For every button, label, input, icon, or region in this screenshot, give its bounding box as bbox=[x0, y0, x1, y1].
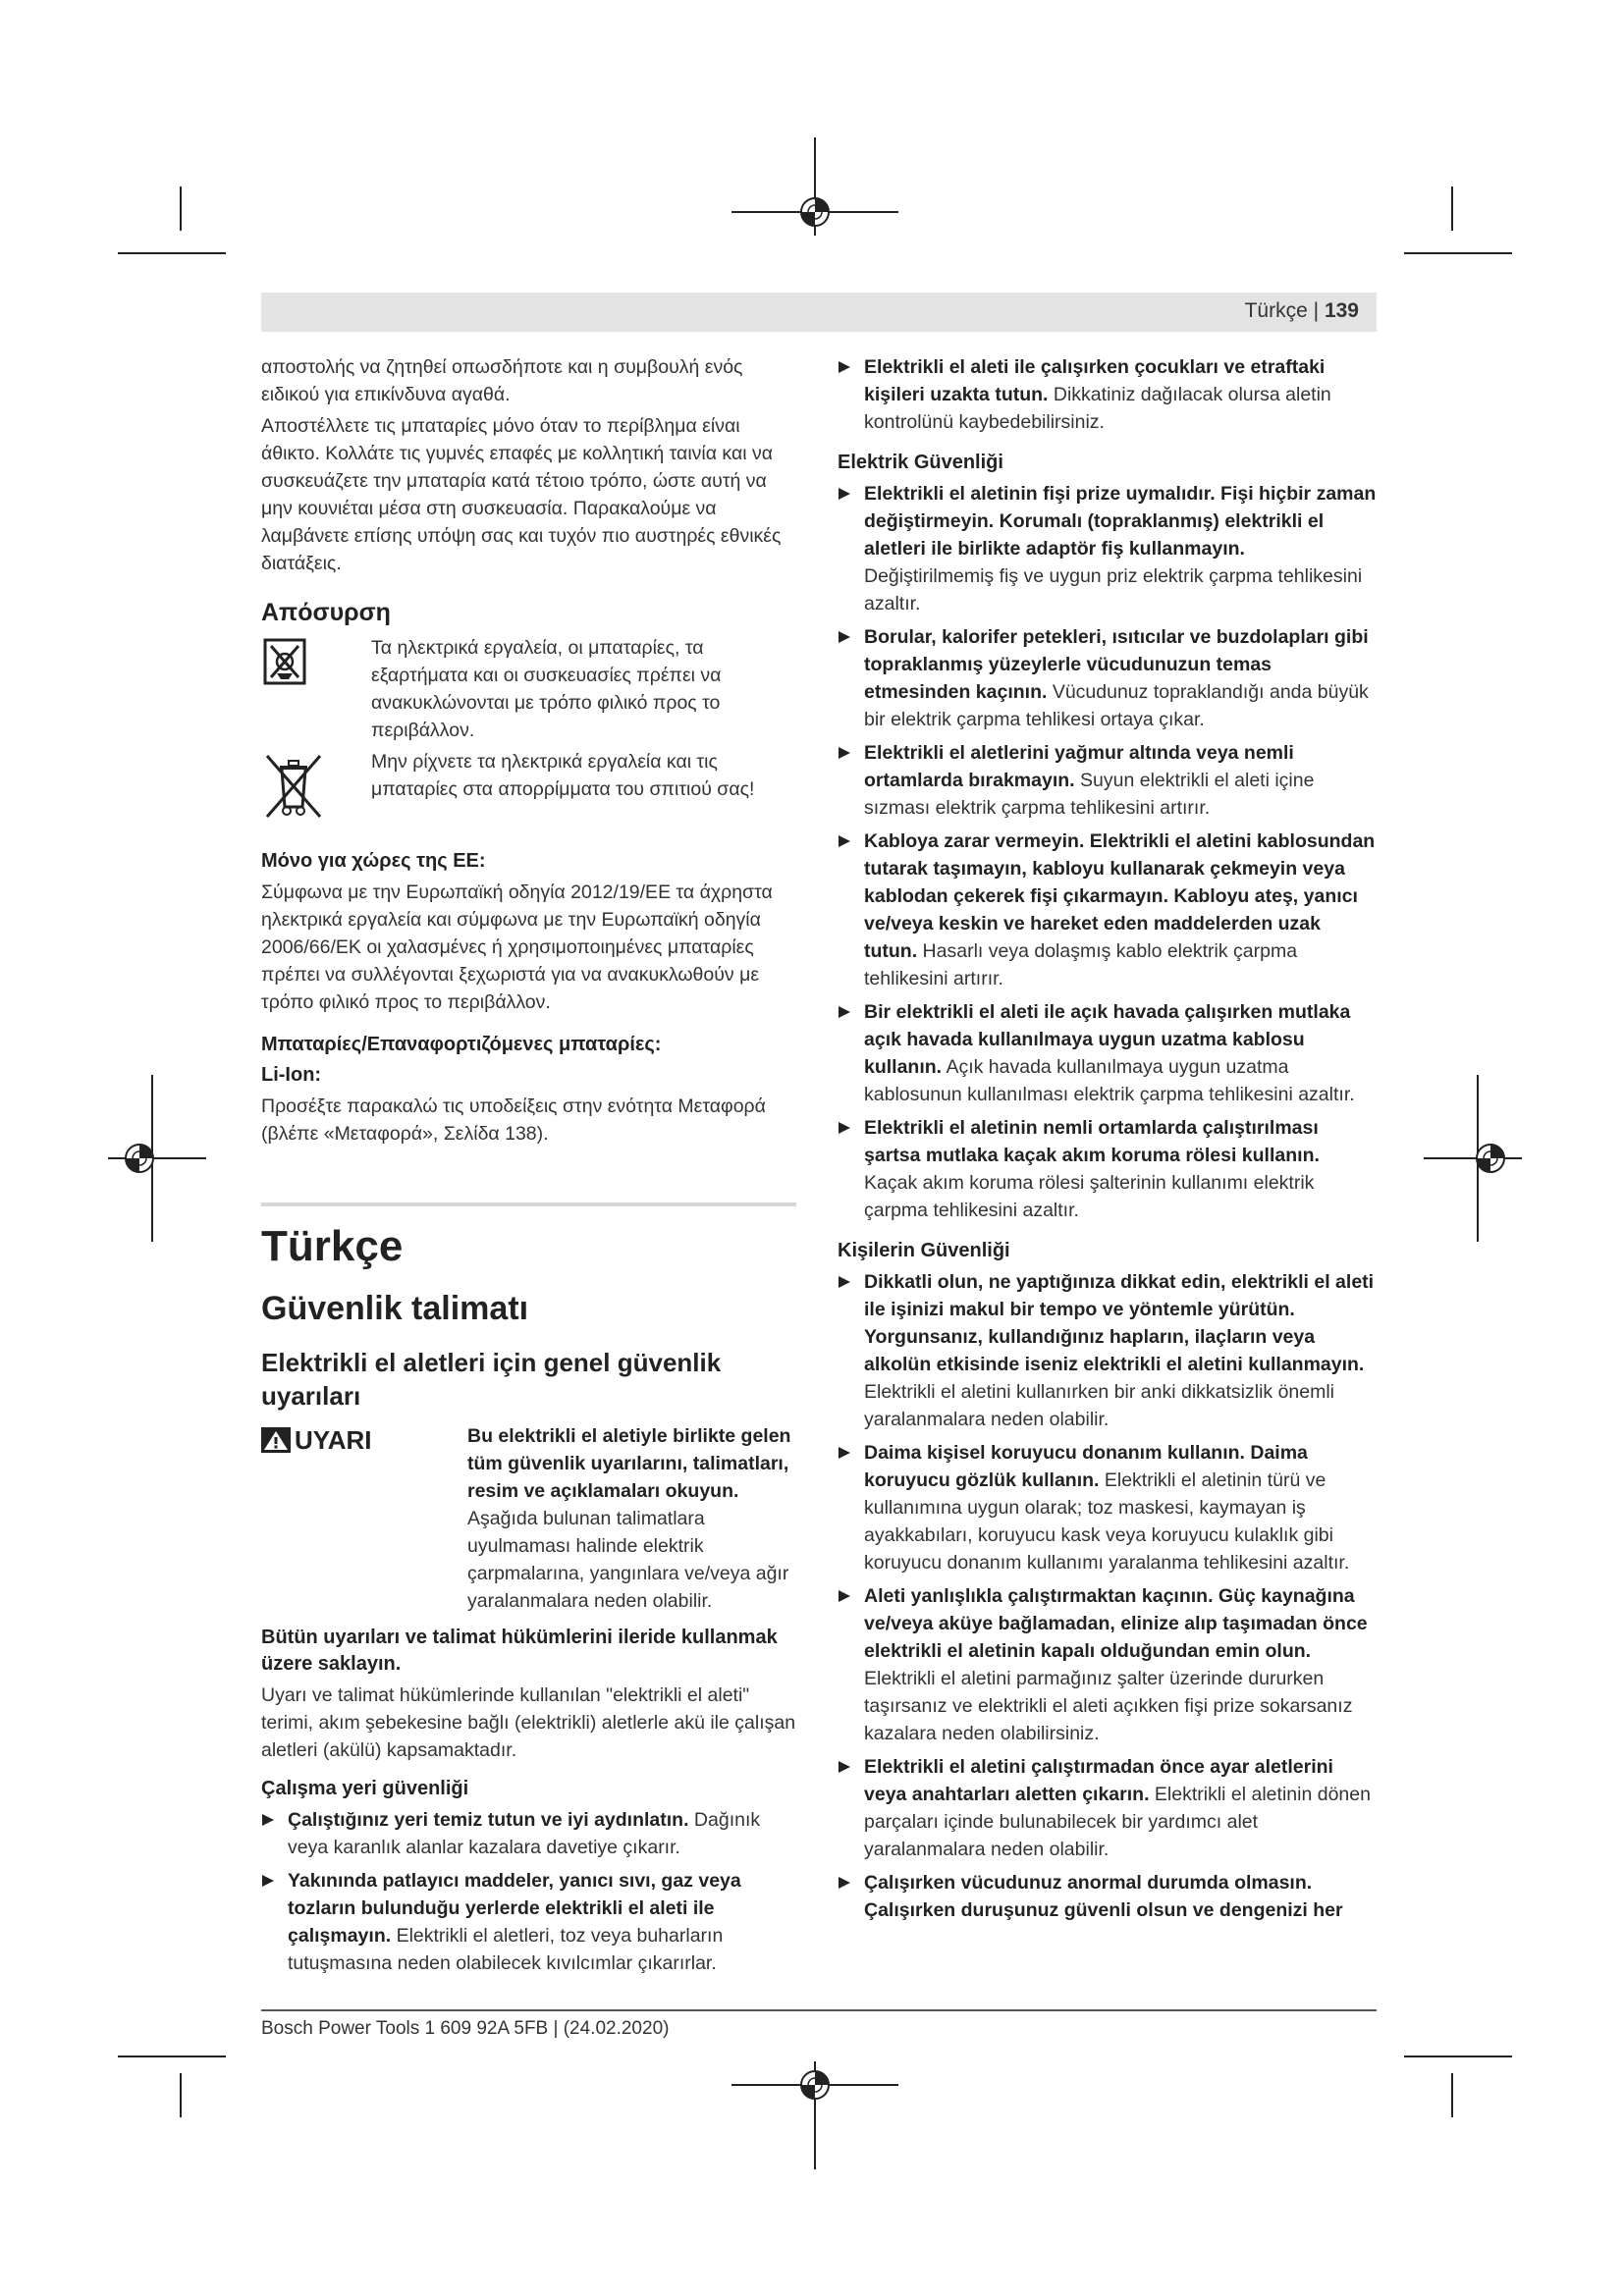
bullet-bold: Borular, kalorifer petekleri, ısıtıcılar ve buzdolapları gibi topraklanmış yüzeylerle vücudunuzun temas etmesinden kaçının. bbox=[864, 626, 1369, 703]
crop-mark bbox=[118, 2056, 226, 2057]
bullet-text: Elektrikli el aletinin dönen parçaları içinde bulunabilecek bir yardımcı alet yaralanmalara neden olabilir. bbox=[864, 1784, 1371, 1860]
bullet-item bbox=[838, 1753, 1378, 1863]
bullet-text: Dağınık veya karanlık alanlar kazalara davetiye çıkarır. bbox=[288, 1809, 761, 1858]
crop-mark bbox=[180, 187, 182, 231]
bullet-arrow-icon bbox=[262, 1875, 274, 1887]
bullet-arrow-icon bbox=[839, 631, 850, 643]
registration-mark-icon bbox=[108, 1070, 216, 1247]
crop-mark bbox=[1404, 252, 1512, 254]
bullet-item bbox=[838, 1439, 1378, 1576]
registration-mark-icon bbox=[727, 137, 903, 255]
warning-block bbox=[261, 1422, 796, 1615]
disposal-row bbox=[261, 748, 796, 827]
bullet-bold: Elektrikli el aletinin fişi prize uymalıdır. Fişi hiçbir zaman değiştirmeyin. Korumalı (topraklanmış) elektrikli el aletleri ile birlikte adaptör fiş kullanmayın. bbox=[864, 483, 1377, 560]
warning-icon bbox=[261, 1427, 291, 1453]
section-divider bbox=[261, 1202, 796, 1206]
bullet-bold: Yakınında patlayıcı maddeler, yanıcı sıvı, gaz veya tozların bulunduğu yerlerde elektrikli el aleti ile çalışmayın. bbox=[288, 1870, 741, 1947]
bullet-item bbox=[838, 353, 1378, 436]
bullet-bold: Elektrikli el aletini çalıştırmadan önce ayar aletlerini veya anahtarları aletten çıkarın. bbox=[864, 1756, 1333, 1805]
bullet-text: Hasarlı veya dolaşmış kablo elektrik çarpma tehlikesini artırır. bbox=[864, 940, 1298, 989]
warning-bold: Bu elektrikli el aletiyle birlikte gelen tüm güvenlik uyarılarını, talimatları, resim ve açıklamaları okuyun. bbox=[467, 1425, 791, 1502]
bullet-bold: Elektrikli el aleti ile çalışırken çocukları ve etraftaki kişileri uzakta tutun. bbox=[864, 356, 1326, 405]
bullet-arrow-icon bbox=[839, 488, 850, 500]
eu-text: Σύμφωνα με την Ευρωπαϊκή οδηγία 2012/19/ΕΕ τα άχρηστα ηλεκτρικά εργαλεία και σύμφωνα με την Ευρωπαϊκή οδηγία 2006/66/ΕΚ οι χαλασμένες ή χρησιμοποιημένες μπαταρίες πρέπει να συλλέγονται ξεχωριστά για να ανακυκλωθούν με τρόπο φιλικό προς το περιβάλλον. bbox=[261, 881, 773, 1013]
electric-heading: Elektrik Güvenliği bbox=[838, 452, 1003, 473]
warning-label bbox=[261, 1426, 372, 1454]
general-warnings-title: Elektrikli el aletleri için genel güvenlik uyarıları bbox=[261, 1348, 722, 1411]
paragraph: Αποστέλλετε τις μπαταρίες μόνο όταν το περίβλημα είναι άθικτο. Κολλάτε τις γυμνές επαφές με κολλητική ταινία και να συσκευάζετε την μπαταρία κατά τέτοιο τρόπο, ώστε αυτή να μην κουνιέται μέσα στη συσκευασία. Παρακαλούμε να λαμβάνετε επίσης υπόψη σας και τυχόν πιο αυστηρές εθνικές διατάξεις. bbox=[261, 415, 782, 574]
header-separator: | bbox=[1313, 299, 1320, 322]
warning-label-text: UYARI bbox=[295, 1425, 372, 1455]
bullet-item bbox=[261, 1806, 796, 1861]
bullet-arrow-icon bbox=[262, 1814, 274, 1826]
page-header bbox=[261, 293, 1377, 332]
left-column bbox=[261, 353, 796, 1983]
personal-heading: Kişilerin Güvenliği bbox=[838, 1240, 1010, 1261]
bullet-bold: Bir elektrikli el aleti ile açık havada çalışırken mutlaka açık havada kullanılmaya uygun uzatma kablosu kullanın. bbox=[864, 1001, 1351, 1078]
eu-heading: Μόνο για χώρες της ΕΕ: bbox=[261, 850, 486, 872]
bullet-text: Suyun elektrikli el aleti içine sızması elektrik çarpma tehlikesini artırır. bbox=[864, 770, 1315, 819]
bullet-arrow-icon bbox=[839, 1006, 850, 1018]
battery-heading: Μπαταρίες/Επαναφορτιζόμενες μπαταρίες: bbox=[261, 1034, 662, 1055]
disposal-heading: Απόσυρση bbox=[261, 599, 391, 626]
disposal-text: Μην ρίχνετε τα ηλεκτρικά εργαλεία και τις μπαταρίες στα απορρίμματα του σπιτιού σας! bbox=[371, 751, 755, 800]
crop-mark bbox=[1404, 2056, 1512, 2057]
bullet-arrow-icon bbox=[839, 1122, 850, 1134]
term-text: Uyarı ve talimat hükümlerinde kullanılan "elektrikli el aleti" terimi, akım şebekesine bağlı (elektrikli) aletlerle akü ile çalışan aletleri (akülü) kapsamaktadır. bbox=[261, 1684, 796, 1761]
disposal-row bbox=[261, 634, 796, 744]
bullet-arrow-icon bbox=[839, 1276, 850, 1288]
bullet-bold: Kabloya zarar vermeyin. Elektrikli el aletini kablosundan tutarak taşımayın, kabloyu kullanarak çekmeyin veya kablodan çekerek fişi çıkarmayın. Kabloyu ateş, yanıcı ve/veya keskin ve hareket eden maddelerden uzak tutun. bbox=[864, 830, 1376, 962]
bullet-arrow-icon bbox=[839, 1877, 850, 1889]
warning-normal: Aşağıda bulunan talimatlara uyulmaması halinde elektrik çarpmalarına, yangınlara ve/veya ağır yaralanmalara neden olabilir. bbox=[467, 1508, 789, 1612]
bullet-item bbox=[838, 623, 1378, 733]
paragraph: αποστολής να ζητηθεί οπωσδήποτε και η συμβουλή ενός ειδικού για επικίνδυνα αγαθά. bbox=[261, 356, 743, 405]
bullet-item bbox=[838, 1582, 1378, 1747]
bullet-bold: Çalışırken vücudunuz anormal durumda olmasın. Çalışırken duruşunuz güvenli olsun ve dengenizi her bbox=[864, 1872, 1343, 1921]
footer-rule bbox=[261, 2009, 1377, 2011]
crop-mark bbox=[180, 2073, 182, 2117]
bullet-item bbox=[838, 480, 1378, 617]
bullet-item bbox=[838, 1869, 1378, 1924]
bullet-bold: Çalıştığınız yeri temiz tutun ve iyi aydınlatın. bbox=[288, 1809, 689, 1831]
crop-mark bbox=[1451, 2073, 1453, 2117]
bullet-item bbox=[838, 1114, 1378, 1224]
bullet-text: Elektrikli el aletleri, toz veya buharların tutuşmasına neden olabilecek kıvılcımlar çıkarırlar. bbox=[288, 1925, 724, 1974]
bullet-text: Değiştirilmemiş fiş ve uygun priz elektrik çarpma tehlikesini azaltır. bbox=[864, 565, 1363, 614]
header-label bbox=[1245, 299, 1359, 323]
bullet-bold: Aleti yanlışlıkla çalıştırmaktan kaçının. Güç kaynağına ve/veya aküye bağlamadan, elinize alıp taşımadan önce elektrikli el aletinin kapalı olduğundan emin olun. bbox=[864, 1585, 1368, 1662]
bullet-arrow-icon bbox=[839, 1761, 850, 1773]
bullet-item bbox=[838, 828, 1378, 992]
bullet-item bbox=[838, 1268, 1378, 1433]
bullet-bold: Daima kişisel koruyucu donanım kullanın. Daima koruyucu gözlük kullanın. bbox=[864, 1442, 1308, 1491]
safety-title: Güvenlik talimatı bbox=[261, 1290, 529, 1327]
bullet-text: Elektrikli el aletini parmağınız şalter üzerinde dururken taşırsanız ve elektrikli el aleti açıkken fişi prize sokarsanız kazalara neden olabilirsiniz. bbox=[864, 1668, 1353, 1744]
bullet-arrow-icon bbox=[839, 835, 850, 847]
recycling-icon bbox=[263, 638, 306, 685]
bullet-item bbox=[838, 739, 1378, 822]
footer-text: Bosch Power Tools 1 609 92A 5FB | (24.02.2020) bbox=[261, 2018, 670, 2039]
bullet-arrow-icon bbox=[839, 747, 850, 759]
crop-mark bbox=[118, 252, 226, 254]
registration-mark-icon bbox=[1414, 1070, 1522, 1247]
crossed-bin-icon bbox=[263, 752, 324, 821]
crop-mark bbox=[1451, 187, 1453, 231]
keep-heading: Bütün uyarıları ve talimat hükümlerini ileride kullanmak üzere saklayın. bbox=[261, 1627, 778, 1675]
page-number: 139 bbox=[1324, 299, 1359, 322]
bullet-bold: Elektrikli el aletlerini yağmur altında veya nemli ortamlarda bırakmayın. bbox=[864, 742, 1294, 791]
bullet-text: Vücudunuz topraklandığı anda büyük bir elektrik çarpma tehlikesi ortaya çıkar. bbox=[864, 681, 1369, 730]
bullet-arrow-icon bbox=[839, 361, 850, 373]
bullet-text: Açık havada kullanılmaya uygun uzatma kablosunun kullanılması elektrik çarpma tehlikesini azaltır. bbox=[864, 1056, 1355, 1105]
header-language: Türkçe bbox=[1244, 299, 1308, 322]
liion-text: Προσέξτε παρακαλώ τις υποδείξεις στην ενότητα Μεταφορά (βλέπε «Μεταφορά», Σελίδα 138). bbox=[261, 1095, 766, 1145]
bullet-text: Elektrikli el aletinin türü ve kullanımına uygun olarak; toz maskesi, kaymayan iş ayakkabıları, koruyucu kask veya koruyucu kulaklık gibi koruyucu donanım kullanımı yaralanma tehlikesini azaltır. bbox=[864, 1469, 1350, 1574]
bullet-item bbox=[838, 998, 1378, 1108]
bullet-text: Elektrikli el aletini kullanırken bir anki dikkatsizlik önemli yaralanmalara neden olabilir. bbox=[864, 1381, 1335, 1430]
registration-mark-icon bbox=[727, 2042, 903, 2169]
right-column bbox=[838, 353, 1378, 1930]
bullet-bold: Elektrikli el aletinin nemli ortamlarda çalıştırılması şartsa mutlaka kaçak akım koruma rölesi kullanın. bbox=[864, 1117, 1320, 1166]
bullet-arrow-icon bbox=[839, 1447, 850, 1459]
disposal-text: Τα ηλεκτρικά εργαλεία, οι μπαταρίες, τα εξαρτήματα και οι συσκευασίες πρέπει να ανακυκλώνονται με τρόπο φιλικό προς το περιβάλλον. bbox=[371, 637, 722, 741]
bullet-arrow-icon bbox=[839, 1590, 850, 1602]
bullet-item bbox=[261, 1867, 796, 1977]
bullet-text: Kaçak akım koruma rölesi şalterinin kullanımı elektrik çarpma tehlikesini azaltır. bbox=[864, 1172, 1315, 1221]
liion-heading: Li-Ion: bbox=[261, 1064, 322, 1086]
work-area-heading: Çalışma yeri güvenliği bbox=[261, 1778, 469, 1799]
language-title: Türkçe bbox=[261, 1222, 404, 1270]
bullet-bold: Dikkatli olun, ne yaptığınıza dikkat edin, elektrikli el aleti ile işinizi makul bir tempo ve yöntemle yürütün. Yorgunsanız, kullandığınız hapların, ilaçların veya alkolün etkisinde iseniz elektrikli el aletini kullanmayın. bbox=[864, 1271, 1375, 1375]
bullet-text: Dikkatiniz dağılacak olursa aletin kontrolünü kaybedebilirsiniz. bbox=[864, 384, 1331, 433]
